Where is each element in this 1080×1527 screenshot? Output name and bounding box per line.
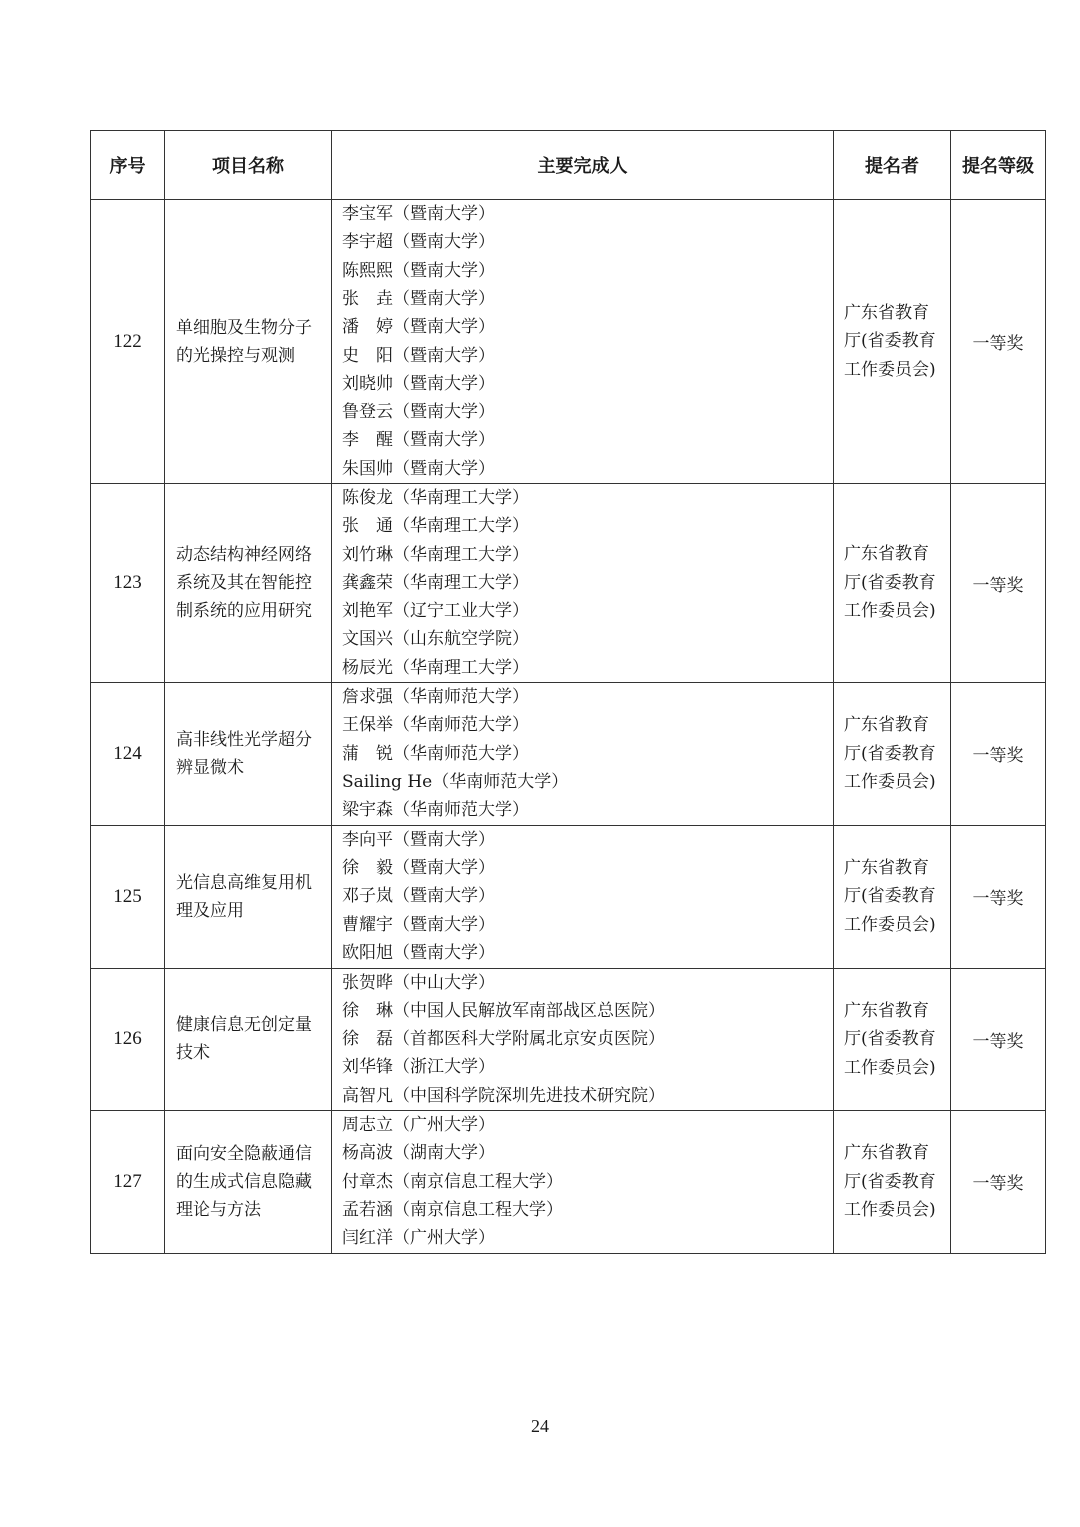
contributor: 徐 磊（首都医科大学附属北京安贞医院） [342, 1029, 665, 1050]
nominator: 广东省教育厅(省委教育工作委员会) [834, 200, 951, 484]
contributor: 蒲 锐（华南师范大学） [342, 743, 529, 764]
row-number: 124 [91, 683, 165, 825]
contributor: 刘晓帅（暨南大学） [342, 373, 495, 394]
nomination-level: 一等奖 [951, 200, 1046, 484]
project-name: 单细胞及生物分子的光操控与观测 [165, 200, 332, 484]
nomination-level: 一等奖 [951, 968, 1046, 1110]
nominator: 广东省教育厅(省委教育工作委员会) [834, 825, 951, 968]
table-header-row [91, 131, 1046, 200]
project-name: 高非线性光学超分辨显微术 [165, 683, 332, 825]
nominator: 广东省教育厅(省委教育工作委员会) [834, 484, 951, 683]
contributor: 杨高波（湖南大学） [342, 1143, 495, 1164]
contributor: 刘华锋（浙江大学） [342, 1057, 495, 1078]
contributors-cell [332, 1111, 834, 1253]
header-nomination-level: 提名等级 [951, 131, 1046, 200]
contributors-cell [332, 484, 834, 683]
project-name: 健康信息无创定量技术 [165, 968, 332, 1110]
contributor: 曹耀宇（暨南大学） [342, 914, 495, 935]
contributor: 詹求强（华南师范大学） [342, 687, 529, 708]
contributor: 邓子岚（暨南大学） [342, 886, 495, 907]
contributors-cell [332, 200, 834, 484]
row-number: 122 [91, 200, 165, 484]
table-row [91, 1111, 1046, 1253]
table-row [91, 484, 1046, 683]
contributor: 付章杰（南京信息工程大学） [342, 1171, 563, 1192]
contributor: 周志立（广州大学） [342, 1115, 495, 1136]
contributor: 龚鑫荣（华南理工大学） [342, 572, 529, 593]
contributor: 刘竹琳（华南理工大学） [342, 544, 529, 565]
header-project-name: 项目名称 [165, 131, 332, 200]
contributor: 李宇超（暨南大学） [342, 232, 495, 253]
contributor: 孟若涵（南京信息工程大学） [342, 1199, 563, 1220]
contributor: 李向平（暨南大学） [342, 829, 495, 850]
contributor: Sailing He（华南师范大学） [342, 771, 569, 792]
contributor: 张 通（华南理工大学） [342, 516, 529, 537]
nominator: 广东省教育厅(省委教育工作委员会) [834, 1111, 951, 1253]
nomination-level: 一等奖 [951, 683, 1046, 825]
contributors-cell [332, 968, 834, 1110]
header-number: 序号 [91, 131, 165, 200]
page-number: 24 [531, 1416, 549, 1436]
contributor: 陈熙熙（暨南大学） [342, 260, 495, 281]
nominator: 广东省教育厅(省委教育工作委员会) [834, 683, 951, 825]
contributor: 张 垚（暨南大学） [342, 288, 495, 309]
contributor: 王保举（华南师范大学） [342, 715, 529, 736]
contributor: 徐 琳（中国人民解放军南部战区总医院） [342, 1000, 665, 1021]
contributor: 朱国帅（暨南大学） [342, 458, 495, 479]
contributor: 刘艳军（辽宁工业大学） [342, 601, 529, 622]
nominator: 广东省教育厅(省委教育工作委员会) [834, 968, 951, 1110]
header-nominator: 提名者 [834, 131, 951, 200]
contributor: 鲁登云（暨南大学） [342, 402, 495, 423]
contributor: 高智凡（中国科学院深圳先进技术研究院） [342, 1085, 665, 1106]
table-row [91, 683, 1046, 825]
row-number: 127 [91, 1111, 165, 1253]
contributor: 闫红洋（广州大学） [342, 1228, 495, 1249]
table-row [91, 968, 1046, 1110]
contributors-cell [332, 825, 834, 968]
award-nomination-table [90, 130, 1046, 1254]
project-name: 光信息高维复用机理及应用 [165, 825, 332, 968]
row-number: 125 [91, 825, 165, 968]
nomination-level: 一等奖 [951, 825, 1046, 968]
project-name: 动态结构神经网络系统及其在智能控制系统的应用研究 [165, 484, 332, 683]
contributor: 文国兴（山东航空学院） [342, 629, 529, 650]
contributor: 杨辰光（华南理工大学） [342, 657, 529, 678]
project-name: 面向安全隐蔽通信的生成式信息隐藏理论与方法 [165, 1111, 332, 1253]
table-row [91, 200, 1046, 484]
contributor: 徐 毅（暨南大学） [342, 858, 495, 879]
contributor: 李 醒（暨南大学） [342, 430, 495, 451]
row-number: 126 [91, 968, 165, 1110]
contributor: 欧阳旭（暨南大学） [342, 943, 495, 963]
contributors-cell [332, 683, 834, 825]
contributor: 梁宇森（华南师范大学） [342, 800, 529, 821]
contributor: 张贺晔（中山大学） [342, 972, 495, 993]
header-main-contributors: 主要完成人 [332, 131, 834, 200]
contributor: 史 阳（暨南大学） [342, 345, 495, 366]
row-number: 123 [91, 484, 165, 683]
contributor: 潘 婷（暨南大学） [342, 317, 495, 338]
table-row [91, 825, 1046, 968]
contributor: 陈俊龙（华南理工大学） [342, 488, 529, 508]
nomination-level: 一等奖 [951, 484, 1046, 683]
contributor: 李宝军（暨南大学） [342, 204, 495, 225]
nomination-level: 一等奖 [951, 1111, 1046, 1253]
